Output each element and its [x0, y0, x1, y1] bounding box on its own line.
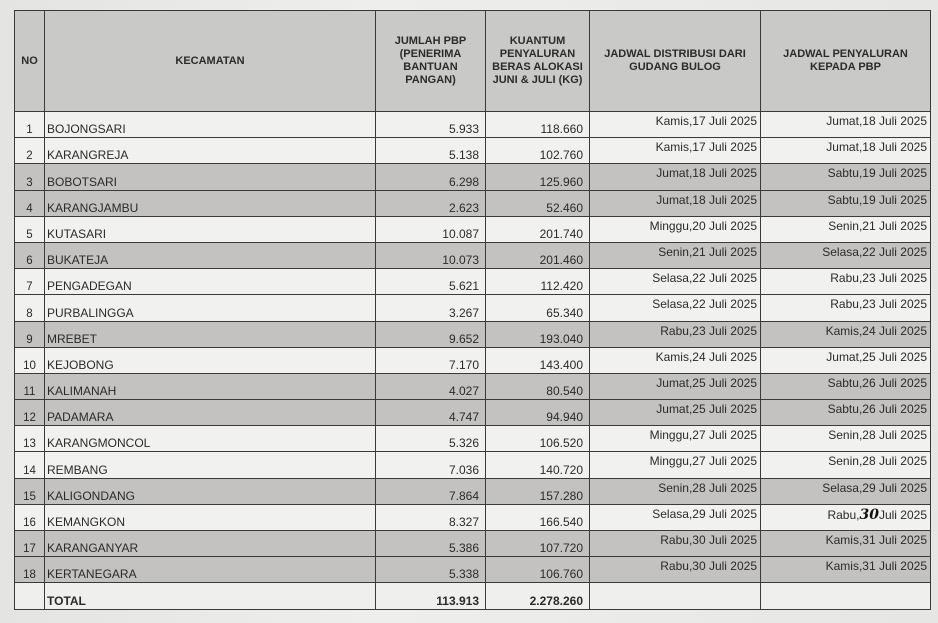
table-row — [15, 112, 931, 138]
kecamatan-name: KEMANGKON — [45, 504, 376, 530]
kuantum-value: 112.420 — [486, 269, 590, 295]
row-number: 18 — [15, 557, 45, 583]
jumlah-pbp-value: 5.386 — [376, 531, 486, 557]
table-row — [15, 321, 931, 347]
row-number: 5 — [15, 216, 45, 242]
kecamatan-name: KARANGANYAR — [45, 531, 376, 557]
kuantum-value: 166.540 — [486, 504, 590, 530]
kuantum-value: 80.540 — [486, 373, 590, 399]
jadwal-distribusi-date: Minggu,20 Juli 2025 — [590, 216, 761, 242]
row-number: 2 — [15, 138, 45, 164]
distribution-table — [14, 10, 931, 610]
row-number: 14 — [15, 452, 45, 478]
table-row — [15, 138, 931, 164]
jumlah-pbp-value: 5.338 — [376, 557, 486, 583]
row-number: 13 — [15, 426, 45, 452]
jadwal-penyaluran-date: Kamis,31 Juli 2025 — [761, 531, 931, 557]
kuantum-value: 94.940 — [486, 400, 590, 426]
header-jadwal-penyaluran: JADWAL PENYALURAN KEPADA PBP — [761, 11, 931, 112]
kuantum-value: 140.720 — [486, 452, 590, 478]
total-no-cell — [15, 583, 45, 609]
jadwal-distribusi-date: Kamis,17 Juli 2025 — [590, 138, 761, 164]
table-row — [15, 478, 931, 504]
jadwal-penyaluran-date: Senin,28 Juli 2025 — [761, 426, 931, 452]
row-number: 8 — [15, 295, 45, 321]
jumlah-pbp-value: 4.747 — [376, 400, 486, 426]
jadwal-distribusi-date: Jumat,25 Juli 2025 — [590, 400, 761, 426]
kuantum-value: 106.520 — [486, 426, 590, 452]
jadwal-distribusi-date: Jumat,18 Juli 2025 — [590, 190, 761, 216]
jadwal-penyaluran-date: Jumat,18 Juli 2025 — [761, 138, 931, 164]
table-row — [15, 400, 931, 426]
jadwal-distribusi-date: Rabu,30 Juli 2025 — [590, 531, 761, 557]
distribution-schedule-sheet — [14, 10, 931, 610]
jadwal-penyaluran-date: Rabu,23 Juli 2025 — [761, 269, 931, 295]
jadwal-distribusi-date: Selasa,29 Juli 2025 — [590, 504, 761, 530]
table-row — [15, 452, 931, 478]
jumlah-pbp-value: 6.298 — [376, 164, 486, 190]
total-kuantum: 2.278.260 — [486, 583, 590, 609]
jadwal-distribusi-date: Jumat,18 Juli 2025 — [590, 164, 761, 190]
jadwal-penyaluran-date: Jumat,25 Juli 2025 — [761, 347, 931, 373]
date-suffix: Juli 2025 — [878, 507, 927, 522]
jumlah-pbp-value: 2.623 — [376, 190, 486, 216]
total-distribusi-cell — [590, 583, 761, 609]
total-row — [15, 583, 931, 609]
table-body — [15, 112, 931, 610]
total-pbp: 113.913 — [376, 583, 486, 609]
row-number: 4 — [15, 190, 45, 216]
kuantum-value: 193.040 — [486, 321, 590, 347]
jadwal-penyaluran-date: Rabu,23 Juli 2025 — [761, 295, 931, 321]
row-number: 7 — [15, 269, 45, 295]
kecamatan-name: KARANGJAMBU — [45, 190, 376, 216]
date-prefix: Rabu, — [827, 507, 860, 522]
jadwal-penyaluran-date: Kamis,31 Juli 2025 — [761, 557, 931, 583]
kuantum-value: 201.460 — [486, 242, 590, 268]
kecamatan-name: BUKATEJA — [45, 242, 376, 268]
jadwal-penyaluran-date: Selasa,29 Juli 2025 — [761, 478, 931, 504]
row-number: 3 — [15, 164, 45, 190]
jumlah-pbp-value: 5.138 — [376, 138, 486, 164]
header-jadwal-distribusi: JADWAL DISTRIBUSI DARI GUDANG BULOG — [590, 11, 761, 112]
total-label: TOTAL — [45, 583, 376, 609]
kecamatan-name: MREBET — [45, 321, 376, 347]
table-row — [15, 426, 931, 452]
kuantum-value: 106.760 — [486, 557, 590, 583]
header-jumlah-pbp: JUMLAH PBP (PENERIMA BANTUAN PANGAN) — [376, 11, 486, 112]
jadwal-penyaluran-date — [761, 504, 931, 530]
jadwal-distribusi-date: Selasa,22 Juli 2025 — [590, 269, 761, 295]
kecamatan-name: KEJOBONG — [45, 347, 376, 373]
kuantum-value: 107.720 — [486, 531, 590, 557]
row-number: 6 — [15, 242, 45, 268]
row-number: 16 — [15, 504, 45, 530]
kecamatan-name: BOJONGSARI — [45, 112, 376, 138]
row-number: 11 — [15, 373, 45, 399]
jadwal-distribusi-date: Jumat,25 Juli 2025 — [590, 373, 761, 399]
jadwal-distribusi-date: Selasa,22 Juli 2025 — [590, 295, 761, 321]
jumlah-pbp-value: 10.087 — [376, 216, 486, 242]
jadwal-penyaluran-date: Kamis,24 Juli 2025 — [761, 321, 931, 347]
kecamatan-name: PENGADEGAN — [45, 269, 376, 295]
jumlah-pbp-value: 5.933 — [376, 112, 486, 138]
jumlah-pbp-value: 5.326 — [376, 426, 486, 452]
kuantum-value: 201.740 — [486, 216, 590, 242]
kecamatan-name: KALIMANAH — [45, 373, 376, 399]
kecamatan-name: KARANGREJA — [45, 138, 376, 164]
kuantum-value: 125.960 — [486, 164, 590, 190]
jumlah-pbp-value: 7.036 — [376, 452, 486, 478]
kecamatan-name: KERTANEGARA — [45, 557, 376, 583]
table-row — [15, 557, 931, 583]
jadwal-distribusi-date: Senin,21 Juli 2025 — [590, 242, 761, 268]
header-kuantum: KUANTUM PENYALURAN BERAS ALOKASI JUNI & JULI (KG) — [486, 11, 590, 112]
jadwal-penyaluran-date: Sabtu,26 Juli 2025 — [761, 400, 931, 426]
jadwal-penyaluran-date: Selasa,22 Juli 2025 — [761, 242, 931, 268]
header-kecamatan: KECAMATAN — [45, 11, 376, 112]
table-row — [15, 504, 931, 530]
kuantum-value: 143.400 — [486, 347, 590, 373]
jumlah-pbp-value: 3.267 — [376, 295, 486, 321]
table-header-row — [15, 11, 931, 112]
kecamatan-name: PADAMARA — [45, 400, 376, 426]
kecamatan-name: REMBANG — [45, 452, 376, 478]
jumlah-pbp-value: 8.327 — [376, 504, 486, 530]
kuantum-value: 157.280 — [486, 478, 590, 504]
row-number: 1 — [15, 112, 45, 138]
jumlah-pbp-value: 4.027 — [376, 373, 486, 399]
row-number: 12 — [15, 400, 45, 426]
jadwal-distribusi-date: Rabu,30 Juli 2025 — [590, 557, 761, 583]
table-row — [15, 295, 931, 321]
jadwal-penyaluran-date: Sabtu,26 Juli 2025 — [761, 373, 931, 399]
table-row — [15, 269, 931, 295]
row-number: 15 — [15, 478, 45, 504]
kuantum-value: 52.460 — [486, 190, 590, 216]
jadwal-penyaluran-date: Senin,28 Juli 2025 — [761, 452, 931, 478]
kuantum-value: 65.340 — [486, 295, 590, 321]
kecamatan-name: BOBOTSARI — [45, 164, 376, 190]
jumlah-pbp-value: 10.073 — [376, 242, 486, 268]
kuantum-value: 102.760 — [486, 138, 590, 164]
kecamatan-name: KARANGMONCOL — [45, 426, 376, 452]
handwritten-correction: 30 — [859, 506, 879, 523]
table-row — [15, 531, 931, 557]
jadwal-distribusi-date: Minggu,27 Juli 2025 — [590, 426, 761, 452]
kuantum-value: 118.660 — [486, 112, 590, 138]
jumlah-pbp-value: 7.864 — [376, 478, 486, 504]
table-row — [15, 190, 931, 216]
table-row — [15, 242, 931, 268]
table-row — [15, 164, 931, 190]
jadwal-penyaluran-date: Sabtu,19 Juli 2025 — [761, 190, 931, 216]
jumlah-pbp-value: 7.170 — [376, 347, 486, 373]
jumlah-pbp-value: 9.652 — [376, 321, 486, 347]
jadwal-distribusi-date: Kamis,24 Juli 2025 — [590, 347, 761, 373]
row-number: 17 — [15, 531, 45, 557]
header-no: NO — [15, 11, 45, 112]
table-row — [15, 216, 931, 242]
jadwal-distribusi-date: Senin,28 Juli 2025 — [590, 478, 761, 504]
jadwal-distribusi-date: Kamis,17 Juli 2025 — [590, 112, 761, 138]
total-penyaluran-cell — [761, 583, 931, 609]
jadwal-penyaluran-date: Senin,21 Juli 2025 — [761, 216, 931, 242]
row-number: 9 — [15, 321, 45, 347]
jumlah-pbp-value: 5.621 — [376, 269, 486, 295]
jadwal-distribusi-date: Rabu,23 Juli 2025 — [590, 321, 761, 347]
jadwal-distribusi-date: Minggu,27 Juli 2025 — [590, 452, 761, 478]
row-number: 10 — [15, 347, 45, 373]
kecamatan-name: KUTASARI — [45, 216, 376, 242]
table-row — [15, 373, 931, 399]
jadwal-penyaluran-date: Jumat,18 Juli 2025 — [761, 112, 931, 138]
jadwal-penyaluran-date: Sabtu,19 Juli 2025 — [761, 164, 931, 190]
kecamatan-name: PURBALINGGA — [45, 295, 376, 321]
table-row — [15, 347, 931, 373]
kecamatan-name: KALIGONDANG — [45, 478, 376, 504]
